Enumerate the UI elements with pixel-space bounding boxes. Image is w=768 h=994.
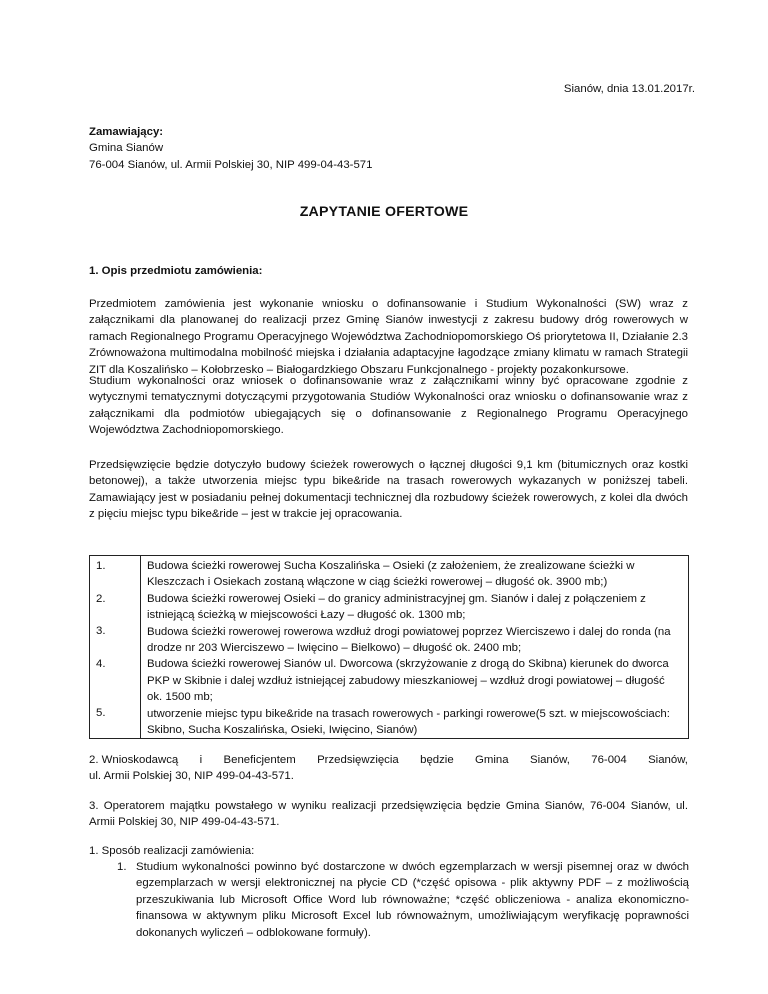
row-description: utworzenie miejsc typu bike&ride na trasach rowerowych - parkingi rowerowe(5 szt. w miejscowościach: Skibno, Sucha Koszalińska, Osieki, Iwięcino, Sianów) bbox=[147, 707, 670, 737]
row-description: Budowa ścieżki rowerowej rowerowa wzdłuż drogi powiatowej poprzez Wierciszewo i dalej do ronda (na drodze nr 203 Wierciszewo – Iwięcino – Bielkowo) – długość ok. 2400 mb; bbox=[147, 625, 671, 655]
word: 76-004 bbox=[591, 754, 627, 766]
row-number: 1. bbox=[96, 560, 106, 572]
paragraph: Studium wykonalności oraz wniosek o dofinansowanie wraz z załącznikami winny być opracowane zgodnie z wytycznymi tematycznymi dotyczącymi przygotowania Studiów Wykonalności oraz wniosku o dofinansowanie wraz z załącznikami dla podmiotów ubiegających się o dofinansowanie z Regionalnego Programu Operacyjnego Województwa Zachodniopomorskiego. bbox=[89, 375, 688, 437]
section-heading: 1. Sposób realizacji zamówienia: bbox=[89, 845, 255, 857]
document-title: ZAPYTANIE OFERTOWE bbox=[299, 204, 469, 220]
row-number: 2. bbox=[96, 592, 106, 605]
paragraph: Przedmiotem zamówienia jest wykonanie wniosku o dofinansowanie i Studium Wykonalności (SW) wraz z załącznikami dla planowanej do realizacji przez Gminę Sianów inwestycji z zakresu budowy dróg rowerowych w ramach Regionalnego Programu Operacyjnego Województwa Zachodniopomorskiego Oś priorytetowa II, Działanie 2.3 Zrównoważona multimodalna mobilność miejska i działania adaptacyjne łagodzące zmiany klimatu w ramach Strategii ZIT dla Koszalińsko – Kołobrzesko – Białogardzkiego Obszaru Funkcjonalnego - projekty pozakonkursowe. bbox=[89, 298, 688, 376]
word: Sianów, bbox=[648, 754, 688, 766]
list-item bbox=[117, 859, 689, 941]
orderer-block bbox=[89, 124, 689, 173]
orderer-address: 76-004 Sianów, ul. Armii Polskiej 30, NIP 499-04-43-571 bbox=[89, 158, 373, 171]
word: Gmina bbox=[475, 754, 509, 766]
word: będzie bbox=[420, 754, 454, 766]
paragraph: Przedsięwzięcie będzie dotyczyło budowy ścieżek rowerowych o łącznej długości 9,1 km (bitumicznych oraz kostki betonowej), a także utworzenia miejsc typu bike&ride na trasach rowerowych wykazanych w poniższej tabeli. Zamawiający jest w posiadaniu pełnej dokumentacji technicznej dla rozbudowy ścieżek rowerowych, z kolei dla dwóch z pięciu miejsc typu bike&ride – jest w trakcie jej opracowania. bbox=[89, 459, 688, 521]
row-description: Budowa ścieżki rowerowej Sucha Koszalińska – Osieki (z założeniem, że zrealizowane ścieżki w Kleszczach i Osiekach zostaną włączone w ciąg ścieżki rowerowej – długość ok. 3900 mb;) bbox=[147, 560, 635, 589]
applicant-paragraph bbox=[89, 752, 688, 785]
row-number: 4. bbox=[96, 657, 106, 670]
orderer-name: Gmina Sianów bbox=[89, 142, 164, 155]
dateline: Sianów, dnia 13.01.2017r. bbox=[563, 83, 695, 95]
investment-table bbox=[89, 555, 689, 739]
word: Beneficjentem bbox=[223, 754, 296, 766]
operator-paragraph: 3. Operatorem majątku powstałego w wyniku realizacji przedsięwzięcia będzie Gmina Sianów, 76-004 Sianów, ul. Armii Polskiej 30, NIP 499-04-43-571. bbox=[89, 800, 688, 829]
number-column bbox=[90, 556, 141, 739]
row-number: 3. bbox=[96, 625, 106, 638]
word: 2. Wnioskodawcą bbox=[89, 754, 179, 766]
row-description: Budowa ścieżki rowerowej Sianów ul. Dworcowa (skrzyżowanie z drogą do Skibna) kierunek do dworca PKP w Skibnie i dalej wzdłuż istniejącej zabudowy mieszkaniowej – wzdłuż drogi powiatowej – długość ok. 1500 mb; bbox=[147, 658, 669, 704]
table-row bbox=[90, 556, 689, 739]
item-text: Studium wykonalności powinno być dostarczone w dwóch egzemplarzach w wersji pisemnej oraz w dwóch egzemplarzach w wersji elektronicznej na płycie CD (*część opisowa - plik aktywny PDF – z możliwością przeszukiwania lub Microsoft Office Word lub równoważne; *część obliczeniowa - analiza ekonomiczno-finansowa w aktywnym pliku Microsoft Excel lub równoważnym, umożliwiającym weryfikację poprawności dokonanych wyliczeń – odblokowane formuły). bbox=[136, 861, 689, 939]
word: Przedsięwzięcia bbox=[317, 754, 399, 766]
orderer-label: Zamawiający: bbox=[89, 126, 164, 138]
applicant-line bbox=[89, 752, 688, 768]
item-number: 1. bbox=[117, 861, 127, 873]
description-column bbox=[141, 556, 689, 739]
word: i bbox=[199, 754, 203, 766]
row-description: Budowa ścieżki rowerowej Osieki – do granicy administracyjnej gm. Sianów i dalej z połączeniem z istniejącą ścieżką w miejscowości Łazy – długość ok. 1300 mb; bbox=[147, 592, 646, 622]
word: Sianów, bbox=[529, 754, 570, 766]
applicant-address: ul. Armii Polskiej 30, NIP 499-04-43-571. bbox=[89, 770, 294, 783]
section-heading: 1. Opis przedmiotu zamówienia: bbox=[89, 265, 263, 277]
row-number: 5. bbox=[96, 706, 106, 719]
